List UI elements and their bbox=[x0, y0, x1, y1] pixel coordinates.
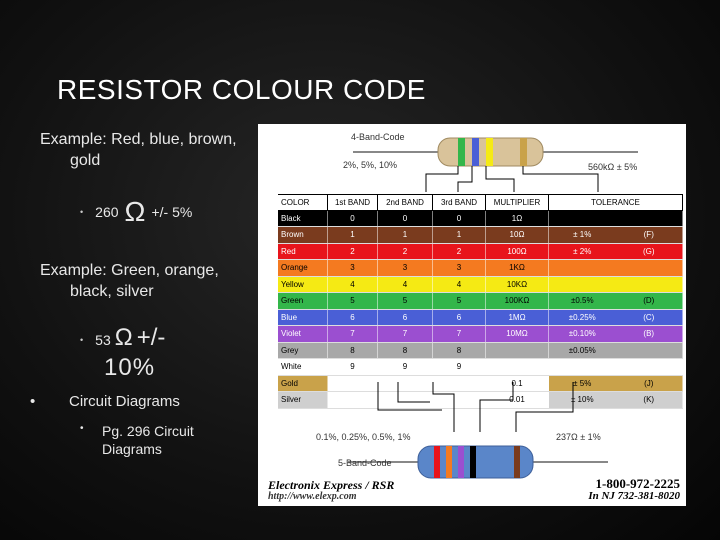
column-header: TOLERANCE bbox=[549, 195, 683, 210]
color-cell: White bbox=[278, 359, 328, 375]
ohm-symbol: Ω bbox=[114, 324, 133, 351]
example-1-value: 260 bbox=[95, 204, 119, 220]
band3-cell: 7 bbox=[433, 326, 486, 342]
table-row bbox=[278, 277, 683, 294]
color-cell: Brown bbox=[278, 227, 328, 243]
tolerance-value: ±0.5% bbox=[570, 296, 594, 305]
band3-cell: 1 bbox=[433, 227, 486, 243]
band3-cell: 8 bbox=[433, 343, 486, 359]
bullet-icon: • bbox=[30, 393, 36, 410]
band1-cell: 3 bbox=[328, 260, 378, 276]
tolerance-code bbox=[616, 343, 683, 359]
multiplier-cell: 1Ω bbox=[486, 211, 549, 227]
band2-cell: 5 bbox=[378, 293, 433, 309]
bullet-icon: • bbox=[80, 335, 84, 345]
multiplier-cell: 0.01 bbox=[486, 392, 549, 408]
four-band-example: 560kΩ ± 5% bbox=[588, 162, 638, 172]
multiplier-cell: 10MΩ bbox=[486, 326, 549, 342]
tolerance-value: ±0.10% bbox=[568, 329, 596, 338]
band3-cell: 0 bbox=[433, 211, 486, 227]
tolerance-code: (K) bbox=[643, 395, 655, 404]
tolerance-code: (G) bbox=[642, 246, 655, 256]
example-1-tolerance: +/- 5% bbox=[151, 204, 193, 220]
tolerance-code bbox=[616, 359, 683, 375]
color-code-table bbox=[278, 194, 683, 409]
tolerance-code bbox=[616, 211, 683, 227]
bullet-icon: • bbox=[80, 423, 84, 434]
band1-cell: 9 bbox=[328, 359, 378, 375]
multiplier-cell: 1KΩ bbox=[486, 260, 549, 276]
phone-number-nj: In NJ 732-381-8020 bbox=[588, 490, 680, 502]
band3-cell: 2 bbox=[433, 244, 486, 260]
example-2-value: 53 bbox=[95, 332, 111, 348]
multiplier-cell: 1MΩ bbox=[486, 310, 549, 326]
band2-cell: 8 bbox=[378, 343, 433, 359]
multiplier-cell: 100Ω bbox=[486, 244, 549, 260]
tolerance-code: (B) bbox=[643, 329, 655, 338]
multiplier-cell bbox=[486, 359, 549, 375]
example-2-tolerance: +/- bbox=[136, 324, 166, 351]
band1-cell: 1 bbox=[328, 227, 378, 243]
multiplier-cell: 100KΩ bbox=[486, 293, 549, 309]
brand-url: http://www.elexp.com bbox=[268, 491, 357, 502]
band1-cell: 8 bbox=[328, 343, 378, 359]
band2-cell: 1 bbox=[378, 227, 433, 243]
phone-number: 1-800-972-2225 bbox=[595, 476, 680, 491]
tolerance-code: (F) bbox=[643, 230, 654, 239]
band1-cell: 6 bbox=[328, 310, 378, 326]
circuit-page-label: Pg. 296 Circuit Diagrams bbox=[102, 423, 194, 458]
table-row bbox=[278, 211, 683, 228]
band2-cell: 9 bbox=[378, 359, 433, 375]
column-header: 2nd BAND bbox=[378, 195, 433, 210]
multiplier-cell: 10KΩ bbox=[486, 277, 549, 293]
band3-cell: 4 bbox=[433, 277, 486, 293]
tolerance-cell bbox=[549, 260, 683, 276]
tolerance-cell bbox=[549, 310, 683, 326]
table-row bbox=[278, 227, 683, 244]
five-band-example: 237Ω ± 1% bbox=[556, 432, 601, 442]
tolerance-code: (J) bbox=[644, 378, 654, 388]
color-cell: Green bbox=[278, 293, 328, 309]
table-row bbox=[278, 326, 683, 343]
band1-cell: 0 bbox=[328, 211, 378, 227]
slide-title: RESISTOR COLOUR CODE bbox=[57, 74, 426, 105]
example-1-text: Example: Red, blue, brown, gold bbox=[40, 131, 237, 169]
four-band-label: 4-Band-Code bbox=[351, 132, 405, 142]
table-body bbox=[278, 211, 683, 409]
tolerance-value: ± 2% bbox=[573, 246, 592, 256]
tolerance-value: ± 10% bbox=[570, 395, 594, 404]
table-header-row bbox=[278, 194, 683, 211]
five-band-tolerance: 0.1%, 0.25%, 0.5%, 1% bbox=[316, 432, 411, 442]
example-2-result bbox=[80, 322, 166, 381]
band2-cell: 7 bbox=[378, 326, 433, 342]
band2-cell: 4 bbox=[378, 277, 433, 293]
tolerance-cell bbox=[549, 359, 683, 375]
tolerance-code bbox=[616, 277, 683, 293]
table-row bbox=[278, 343, 683, 360]
table-row bbox=[278, 293, 683, 310]
color-cell: Grey bbox=[278, 343, 328, 359]
five-band-label: 5-Band-Code bbox=[338, 458, 392, 468]
tolerance-value bbox=[549, 260, 616, 276]
table-row bbox=[278, 359, 683, 376]
band3-cell: 5 bbox=[433, 293, 486, 309]
example-2-tolerance-line2: 10% bbox=[104, 354, 156, 381]
band3-cell: 3 bbox=[433, 260, 486, 276]
tolerance-value: ±0.05% bbox=[568, 345, 596, 355]
table-row bbox=[278, 260, 683, 277]
band2-cell: 2 bbox=[378, 244, 433, 260]
resistor-code-chart bbox=[258, 124, 686, 506]
tolerance-cell bbox=[549, 227, 683, 243]
brand-name: Electronix Express / RSR bbox=[268, 478, 395, 492]
tolerance-cell bbox=[549, 326, 683, 342]
example-1-result bbox=[80, 194, 192, 230]
tolerance-value bbox=[549, 359, 616, 375]
four-band-tolerance: 2%, 5%, 10% bbox=[343, 160, 398, 170]
tolerance-code: (D) bbox=[643, 296, 655, 305]
column-header: MULTIPLIER bbox=[486, 195, 549, 210]
color-cell: Gold bbox=[278, 376, 328, 392]
tolerance-value: ±0.25% bbox=[568, 312, 596, 322]
band3-cell: 9 bbox=[433, 359, 486, 375]
band2-cell: 3 bbox=[378, 260, 433, 276]
tolerance-value bbox=[549, 277, 616, 293]
tolerance-cell bbox=[549, 244, 683, 260]
color-cell: Violet bbox=[278, 326, 328, 342]
multiplier-cell: 10Ω bbox=[486, 227, 549, 243]
column-header: 3rd BAND bbox=[433, 195, 486, 210]
band1-cell: 4 bbox=[328, 277, 378, 293]
tolerance-cell bbox=[549, 343, 683, 359]
tolerance-value bbox=[549, 211, 616, 227]
color-cell: Silver bbox=[278, 392, 328, 408]
column-header: 1st BAND bbox=[328, 195, 378, 210]
four-band-resistor-diagram bbox=[258, 124, 686, 194]
multiplier-cell: 0.1 bbox=[486, 376, 549, 392]
tolerance-code bbox=[616, 260, 683, 276]
band1-cell: 7 bbox=[328, 326, 378, 342]
band2-cell: 6 bbox=[378, 310, 433, 326]
tolerance-value: ± 5% bbox=[573, 378, 592, 388]
band1-cell: 2 bbox=[328, 244, 378, 260]
column-header: COLOR bbox=[278, 195, 328, 210]
tolerance-cell bbox=[549, 293, 683, 309]
tolerance-cell bbox=[549, 277, 683, 293]
band2-cell: 0 bbox=[378, 211, 433, 227]
bullet-icon: • bbox=[80, 207, 84, 217]
color-cell: Blue bbox=[278, 310, 328, 326]
tolerance-cell bbox=[549, 211, 683, 227]
color-cell: Black bbox=[278, 211, 328, 227]
table-row bbox=[278, 310, 683, 327]
circuit-diagrams-label: Circuit Diagrams bbox=[69, 393, 180, 410]
multiplier-cell bbox=[486, 343, 549, 359]
band1-cell: 5 bbox=[328, 293, 378, 309]
color-cell: Red bbox=[278, 244, 328, 260]
color-cell: Yellow bbox=[278, 277, 328, 293]
table-row bbox=[278, 244, 683, 261]
ohm-symbol: Ω bbox=[124, 196, 146, 227]
tolerance-value: ± 1% bbox=[573, 230, 592, 239]
band3-cell: 6 bbox=[433, 310, 486, 326]
example-2-text: Example: Green, orange, black, silver bbox=[40, 262, 219, 300]
color-cell: Orange bbox=[278, 260, 328, 276]
tolerance-code: (C) bbox=[643, 312, 655, 322]
